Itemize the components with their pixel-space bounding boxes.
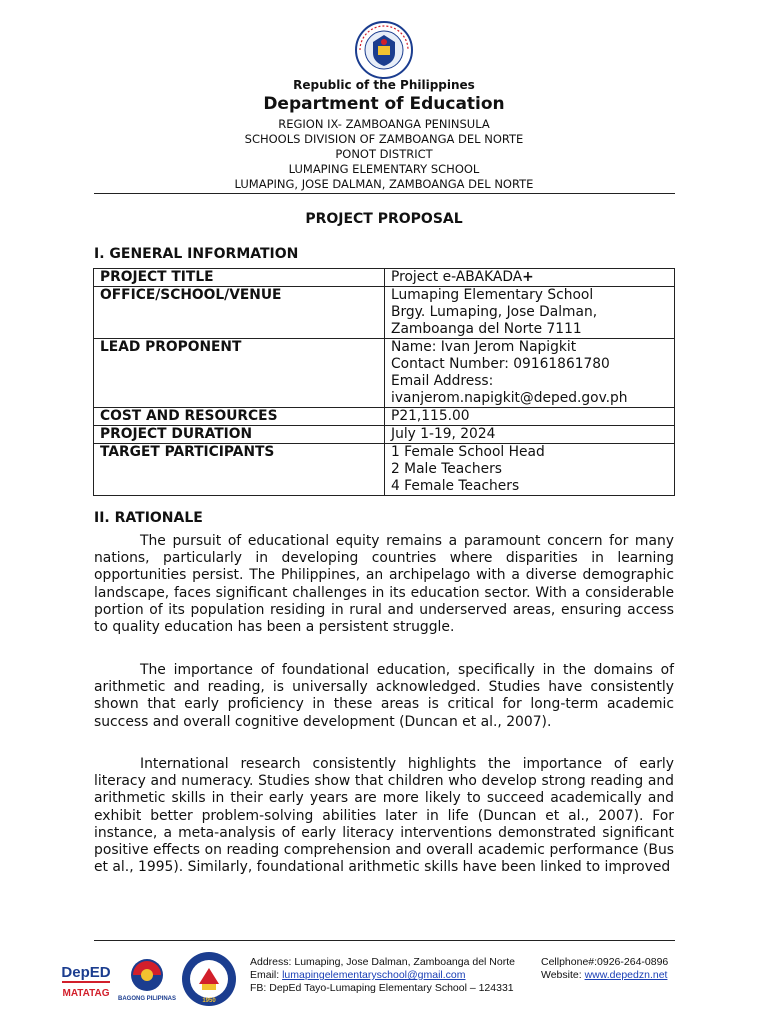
- footer-cellphone: Cellphone#:0926-264-0896: [541, 956, 669, 968]
- footer-email-link[interactable]: lumapingelementaryschool@gmail.com: [282, 969, 466, 981]
- footer-address: Address: Lumaping, Jose Dalman, Zamboanga del Norte: [250, 956, 515, 968]
- proponent-value: [385, 339, 675, 408]
- rationale-paragraph: The importance of foundational education, specifically in the domains of arithmetic and reading, is universally acknowledged. Studies have consistently shown that early proficiency in these areas is critical for long-term academic success and overall cognitive development (Duncan et al., 2007).: [94, 662, 674, 730]
- cost-value: P21,115.00: [385, 408, 675, 426]
- document-title: PROJECT PROPOSAL: [305, 211, 463, 227]
- table-row: [94, 444, 675, 496]
- svg-text:BAGONG PILIPINAS: BAGONG PILIPINAS: [118, 996, 176, 1002]
- table-row: [94, 287, 675, 339]
- table-row: [94, 408, 675, 426]
- proponent-label: LEAD PROPONENT: [94, 339, 385, 408]
- footer-email-label: Email:: [250, 969, 283, 981]
- deped-seal-logo: [347, 20, 421, 80]
- rationale-paragraph: International research consistently highlights the importance of early literacy and numeracy. Studies show that children who develop strong reading and arithmetic skills in their early years are more likely to succeed academically and exhibit better problem-solving abilities later in life (Duncan et al., 2007). For instance, a meta-analysis of early literacy interventions demonstrated significant positive effects on reading comprehension and overall academic performance (Bus et al., 1995). Similarly, foundational arithmetic skills have been linked to improved: [94, 756, 674, 876]
- svg-text:1950: 1950: [202, 998, 216, 1004]
- header-divider: [94, 193, 675, 194]
- venue-label: OFFICE/SCHOOL/VENUE: [94, 287, 385, 339]
- address-line: LUMAPING, JOSE DALMAN, ZAMBOANGA DEL NORTE: [234, 177, 534, 191]
- proponent-line: Email Address:: [391, 373, 494, 389]
- proponent-line: ivanjerom.napigkit@deped.gov.ph: [391, 390, 628, 406]
- bagong-pilipinas-logo: [118, 955, 176, 1003]
- district-line: PONOT DISTRICT: [335, 147, 433, 161]
- venue-line: Brgy. Lumaping, Jose Dalman,: [391, 304, 598, 320]
- region-line: REGION IX- ZAMBOANGA PENINSULA: [278, 117, 490, 131]
- republic-heading: Republic of the Philippines: [293, 78, 475, 92]
- participants-line: 4 Female Teachers: [391, 478, 520, 494]
- svg-text:DepED: DepED: [61, 964, 111, 981]
- venue-value: [385, 287, 675, 339]
- project-title-plus: +: [522, 269, 534, 285]
- table-row: [94, 269, 675, 287]
- proponent-line: Contact Number: 09161861780: [391, 356, 610, 372]
- participants-value: [385, 444, 675, 496]
- svg-text:MATATAG: MATATAG: [62, 988, 110, 999]
- table-row: [94, 426, 675, 444]
- section-general-information: I. GENERAL INFORMATION: [94, 246, 299, 262]
- footer-divider: [94, 940, 675, 941]
- participants-line: 1 Female School Head: [391, 444, 545, 460]
- project-title-value: [385, 269, 675, 287]
- footer-website: [541, 969, 667, 981]
- proponent-line: Name: Ivan Jerom Napigkit: [391, 339, 577, 355]
- rationale-paragraph: The pursuit of educational equity remains a paramount concern for many nations, particularly in developing countries where disparities in learning opportunities persist. The Philippines, an archipelago with a diverse demographic landscape, faces significant challenges in its education sector. With a considerable portion of its population residing in rural and underserved areas, ensuring access to quality education has been a persistent struggle.: [94, 533, 674, 636]
- cost-label: COST AND RESOURCES: [94, 408, 385, 426]
- table-row: [94, 339, 675, 408]
- venue-line: Zamboanga del Norte 7111: [391, 321, 582, 337]
- division-line: SCHOOLS DIVISION OF ZAMBOANGA DEL NORTE: [244, 132, 524, 146]
- school-line: LUMAPING ELEMENTARY SCHOOL: [288, 162, 480, 176]
- project-title-text: Project e-ABAKADA: [391, 269, 523, 285]
- footer-email: [250, 969, 466, 981]
- project-title-label: PROJECT TITLE: [94, 269, 385, 287]
- deped-matatag-logo: [58, 955, 114, 1003]
- participants-label: TARGET PARTICIPANTS: [94, 444, 385, 496]
- department-heading: Department of Education: [263, 94, 505, 114]
- participants-line: 2 Male Teachers: [391, 461, 502, 477]
- duration-value: July 1-19, 2024: [385, 426, 675, 444]
- footer-website-label: Website:: [541, 969, 585, 981]
- school-seal-logo: [180, 950, 238, 1008]
- general-information-table: [93, 268, 675, 496]
- section-rationale: II. RATIONALE: [94, 510, 203, 526]
- footer-website-link[interactable]: www.depedzn.net: [584, 969, 668, 981]
- duration-label: PROJECT DURATION: [94, 426, 385, 444]
- venue-line: Lumaping Elementary School: [391, 287, 594, 303]
- footer-facebook: FB: DepEd Tayo-Lumaping Elementary School – 124331: [250, 982, 514, 994]
